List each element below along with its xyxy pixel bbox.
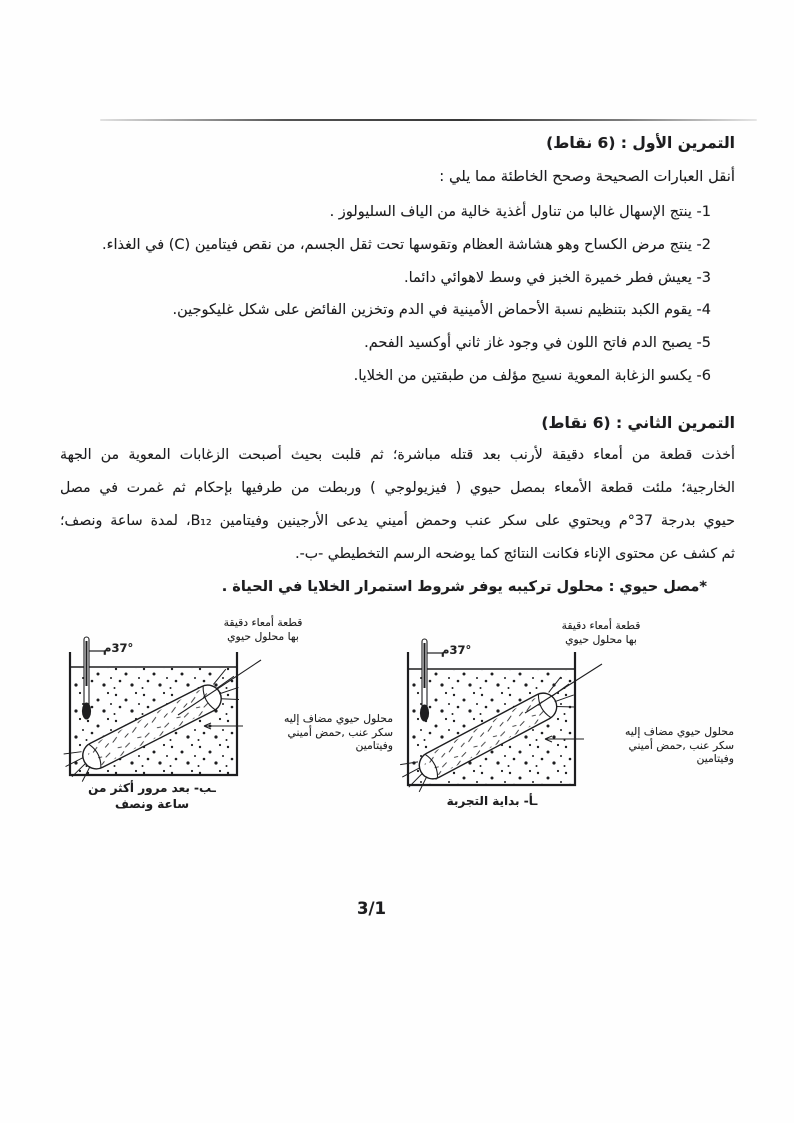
- figure-b-caption: [71, 780, 233, 812]
- figure-b-caption-line2: ساعة ونصف: [114, 797, 190, 811]
- text-column: [60, 131, 735, 616]
- experiment-figures: [0, 612, 794, 852]
- figure-b-after: [57, 612, 402, 852]
- solution-label: [241, 712, 393, 753]
- exercise1-intro: أنقل العبارات الصحيحة وصحح الخاطئة مما يلي :: [439, 168, 735, 185]
- intestine-label: [525, 619, 677, 646]
- figure-b-caption-line1: ـب- بعد مرور أكثر من: [88, 781, 216, 795]
- solution-label-line2: سكر عنب ,حمض أميني: [628, 738, 734, 752]
- solution-label-line1: محلول حيوي مضاف إليه: [625, 725, 734, 738]
- intestine-label: [187, 616, 339, 643]
- solution-label-line2: سكر عنب ,حمض أميني: [287, 725, 393, 739]
- page-number: 3/1: [357, 899, 386, 918]
- statement-item-2: 2- ينتج مرض الكساح وهو هشاشة العظام وتقوسها تحت ثقل الجسم، من نقص فيتامين (C) في الغذاء.: [102, 236, 711, 253]
- intestine-label-line1: قطعة أمعاء دقيقة: [223, 616, 303, 629]
- statement-item-5: 5- يصبح الدم فاتح اللون في وجود غاز ثاني أوكسيد الفحم.: [364, 335, 711, 352]
- statement-item-6: 6- يكسو الزغابة المعوية نسيج مؤلف من طبقتين من الخلايا.: [353, 367, 711, 384]
- exercise2-paragraph: [60, 439, 735, 571]
- intestine-label-line2: بها محلول حيوي: [227, 629, 299, 643]
- statement-item-3: 3- يعيش فطر خميرة الخبز في وسط لاهوائي دائما.: [404, 269, 711, 286]
- statement-item-4: 4- يقوم الكبد بتنظيم نسبة الأحماض الأمينية في الدم وتخزين الفائض على شكل غليكوجين.: [172, 302, 711, 319]
- statement-item-1: 1- ينتج الإسهال غالبا من تناول أغذية خالية من الياف السليولوز .: [329, 204, 711, 220]
- solution-label: [582, 725, 734, 766]
- paragraph-line-3: حيوي بدرجة 37°م ويحتوي على سكر عنب وحمض أميني يدعى الأرجينين وفيتامين B₁₂، لمدة ساعة ونصف؛: [60, 512, 735, 529]
- intestine-label-line2: بها محلول حيوي: [565, 632, 637, 646]
- serum-footnote: *مصل حيوي : محلول تركيبه يوفر شروط استمرار الخلايا في الحياة .: [221, 578, 707, 595]
- temperature-label: 37°م: [103, 641, 134, 655]
- solution-label-line3: وفيتامين: [355, 739, 393, 752]
- figure-a-caption: ـأ- بداية التجربة: [446, 794, 538, 808]
- intestine-label-line1: قطعة أمعاء دقيقة: [561, 619, 641, 632]
- figure-a-start: [395, 612, 740, 852]
- exercise2-title: التمرين الثاني : (6 نقاط): [541, 413, 735, 432]
- temperature-label: 37°م: [441, 643, 472, 657]
- horizontal-rule: [100, 119, 757, 121]
- solution-label-line1: محلول حيوي مضاف إليه: [284, 712, 393, 725]
- paragraph-line-1: أخذت قطعة من أمعاء دقيقة لأرنب بعد قتله مباشرة؛ ثم قلبت بحيث أصبحت الزغابات المعوية من الجهة: [60, 446, 735, 463]
- paragraph-line-2: الخارجية؛ ملئت قطعة الأمعاء بمصل حيوي ( فيزيولوجي ) وربطت من طرفيها بإحكام ثم غمرت في مصل: [60, 479, 735, 496]
- exercise1-statements: [60, 196, 735, 393]
- solution-label-line3: وفيتامين: [696, 752, 734, 765]
- exercise1-title: التمرين الأول : (6 نقاط): [546, 134, 735, 152]
- paragraph-line-4: ثم كشف عن محتوى الإناء فكانت النتائج كما يوضحه الرسم التخطيطي -ب-.: [295, 545, 735, 562]
